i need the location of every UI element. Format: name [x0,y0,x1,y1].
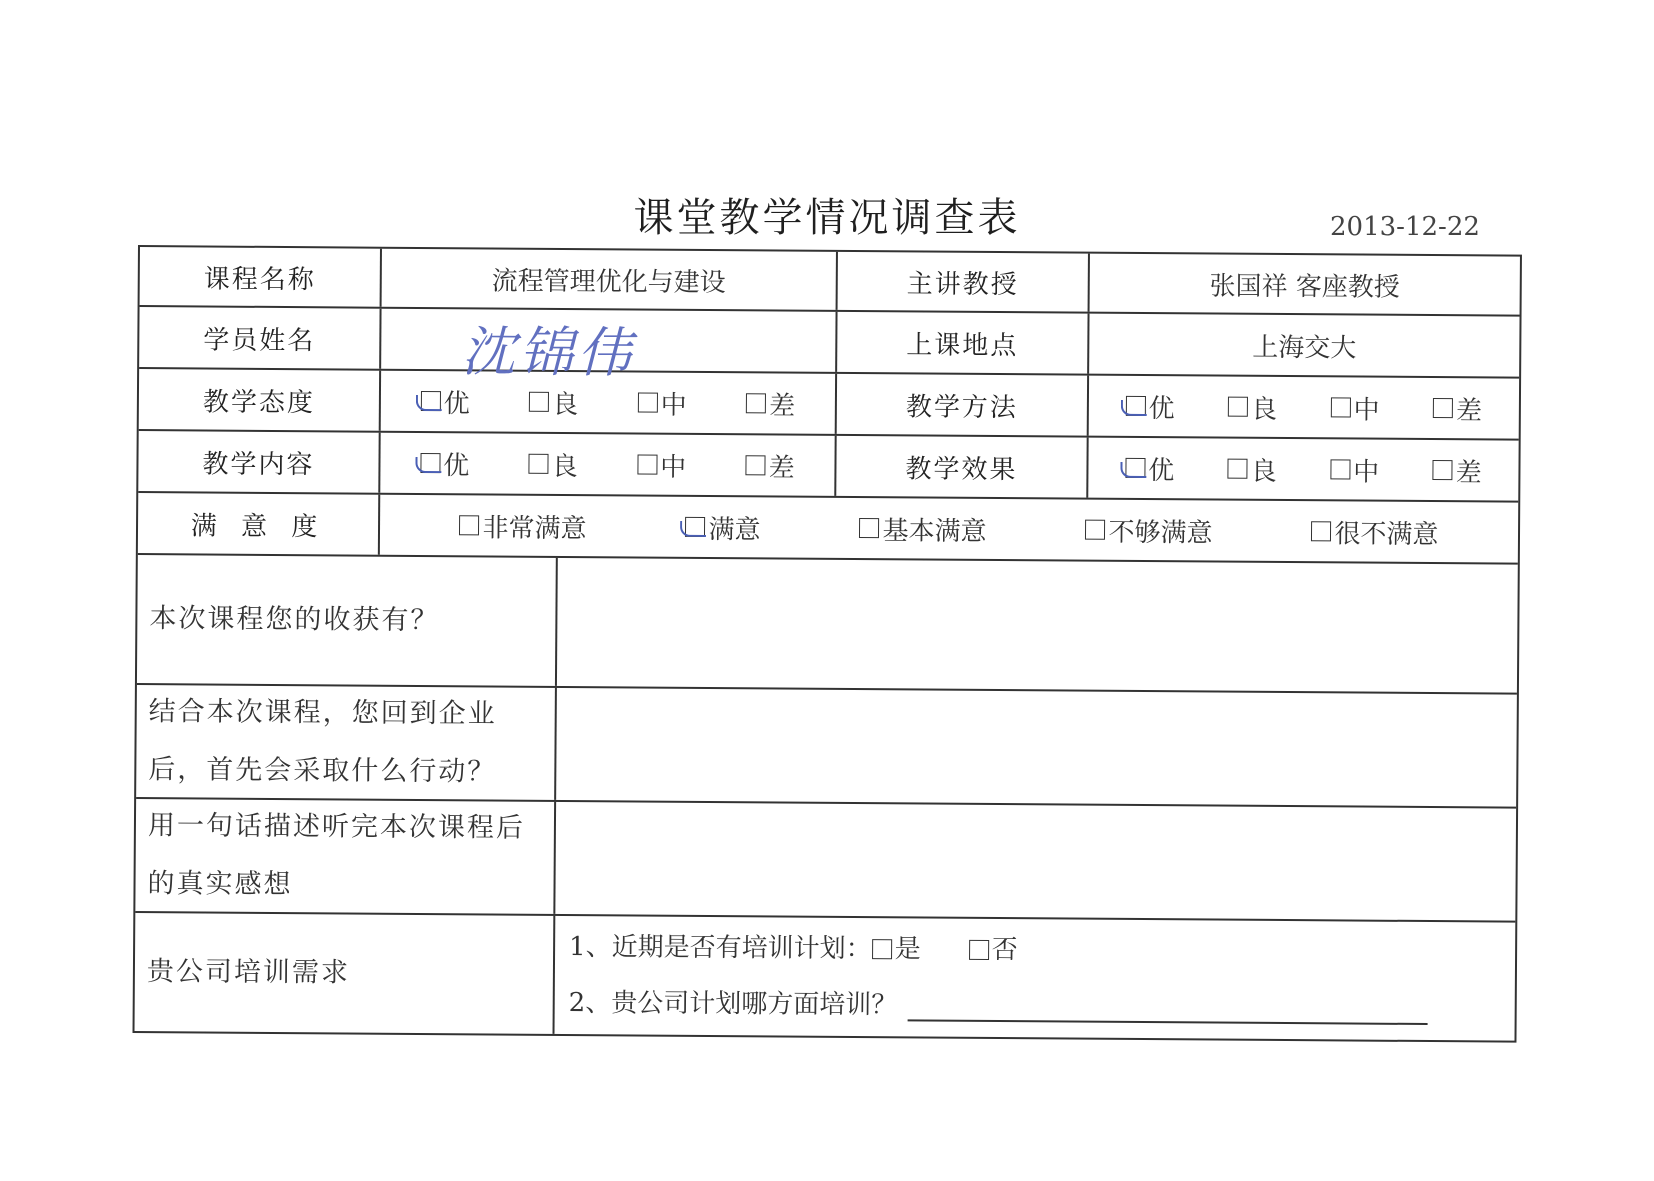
checkbox-checked-icon [685,517,705,537]
checkbox-icon [1433,460,1453,480]
satisfaction-option[interactable]: 满意 [685,508,760,546]
question-feeling-label: 用一句话描述听完本次课程后的真实感想 [135,799,556,914]
rating-method-options [1089,376,1519,439]
satisfaction-option[interactable]: 很不满意 [1311,513,1438,551]
checkbox-checked-icon [1126,396,1146,416]
training-area-question: 2、贵公司计划哪方面培训？ [568,988,898,1021]
course-label: 课程名称 [140,247,382,307]
rating-effect-option[interactable]: 差 [1433,452,1482,489]
lecturer-value[interactable]: 张国祥 客座教授 [1209,270,1400,303]
checkbox-icon [859,518,879,538]
row-training-needs [135,913,1516,1041]
checkbox-icon [638,392,658,412]
checkbox-icon [1228,397,1248,417]
satisfaction-options [380,495,1518,563]
row-rating-2 [138,431,1518,503]
student-signature: 沈锦伟 [461,319,636,384]
checkbox-icon [1228,459,1248,479]
training-plan-yes[interactable]: 是 [871,921,920,977]
checkbox-icon [1331,397,1351,417]
rating-attitude-label: 教学态度 [139,369,381,431]
rating-effect-option[interactable]: 良 [1228,450,1277,487]
checkbox-icon [872,939,892,959]
question-action-answer[interactable] [556,688,1517,807]
checkbox-icon [529,392,549,412]
rating-attitude-options [381,371,837,434]
checkbox-checked-icon [421,391,441,411]
checkbox-icon [1433,398,1453,418]
row-student [139,307,1519,384]
training-plan-no[interactable]: 否 [968,922,1017,978]
rating-method-option[interactable]: 中 [1331,389,1380,426]
question-action-label: 结合本次课程，您回到企业后，首先会采取什么行动？ [136,685,557,800]
training-plan-question: 1、近期是否有培训计划： [569,932,872,965]
course-value[interactable]: 流程管理优化与建设 [382,249,838,310]
rating-method-label: 教学方法 [837,374,1089,436]
rating-content-option[interactable]: 中 [637,446,686,483]
row-question-feeling [135,799,1516,923]
rating-effect-option[interactable]: 中 [1330,451,1379,488]
rating-attitude-option[interactable]: 中 [638,384,687,421]
checkbox-icon [1085,520,1105,540]
question-gain-label: 本次课程您的收获有？ [137,555,558,686]
question-gain-answer[interactable] [557,558,1518,693]
location-value[interactable]: 上海交大 [1252,332,1357,364]
checkbox-icon [529,454,549,474]
row-question-action [136,685,1517,809]
survey-table [132,245,1521,1043]
lecturer-label: 主讲教授 [838,252,1090,312]
training-plan-line [569,919,1018,978]
satisfaction-option[interactable]: 非常满意 [459,507,586,545]
rating-effect-option[interactable]: 优 [1125,449,1174,486]
rating-method-option[interactable]: 优 [1126,387,1175,424]
rating-content-option[interactable]: 良 [529,445,578,482]
row-satisfaction [138,493,1518,565]
rating-content-option[interactable]: 优 [420,444,469,481]
checkbox-icon [969,940,989,960]
satisfaction-label: 满 意 度 [138,493,380,555]
row-question-gain [137,555,1518,695]
satisfaction-option[interactable]: 基本满意 [859,510,986,548]
location-label: 上课地点 [837,312,1089,374]
row-rating-1 [139,369,1519,441]
rating-content-label: 教学内容 [138,431,380,493]
checkbox-icon [459,515,479,535]
training-answers [555,916,1516,1041]
rating-content-options [380,433,836,496]
satisfaction-option[interactable]: 不够满意 [1085,511,1212,549]
rating-effect-label: 教学效果 [836,436,1088,498]
checkbox-checked-icon [1125,458,1145,478]
form-title: 课堂教学情况调查表 [633,195,1021,241]
training-area-input[interactable] [907,989,1427,1025]
rating-content-option[interactable]: 差 [746,447,795,484]
rating-method-option[interactable]: 差 [1433,390,1482,427]
row-course [140,247,1520,317]
checkbox-checked-icon [420,453,440,473]
rating-attitude-option[interactable]: 良 [529,383,578,420]
rating-attitude-option[interactable]: 优 [421,382,470,419]
student-label: 学员姓名 [139,307,381,369]
rating-method-option[interactable]: 良 [1228,388,1277,425]
question-feeling-answer[interactable] [555,802,1516,921]
rating-attitude-option[interactable]: 差 [746,385,795,422]
checkbox-icon [637,454,657,474]
checkbox-icon [746,393,766,413]
checkbox-icon [1330,459,1350,479]
checkbox-icon [746,455,766,475]
training-label: 贵公司培训需求 [135,913,556,1034]
training-area-line [569,975,1428,1037]
student-name-field[interactable] [381,309,837,384]
rating-effect-options [1088,438,1518,501]
checkbox-icon [1311,521,1331,541]
form-date: 2013-12-22 [1330,212,1480,242]
